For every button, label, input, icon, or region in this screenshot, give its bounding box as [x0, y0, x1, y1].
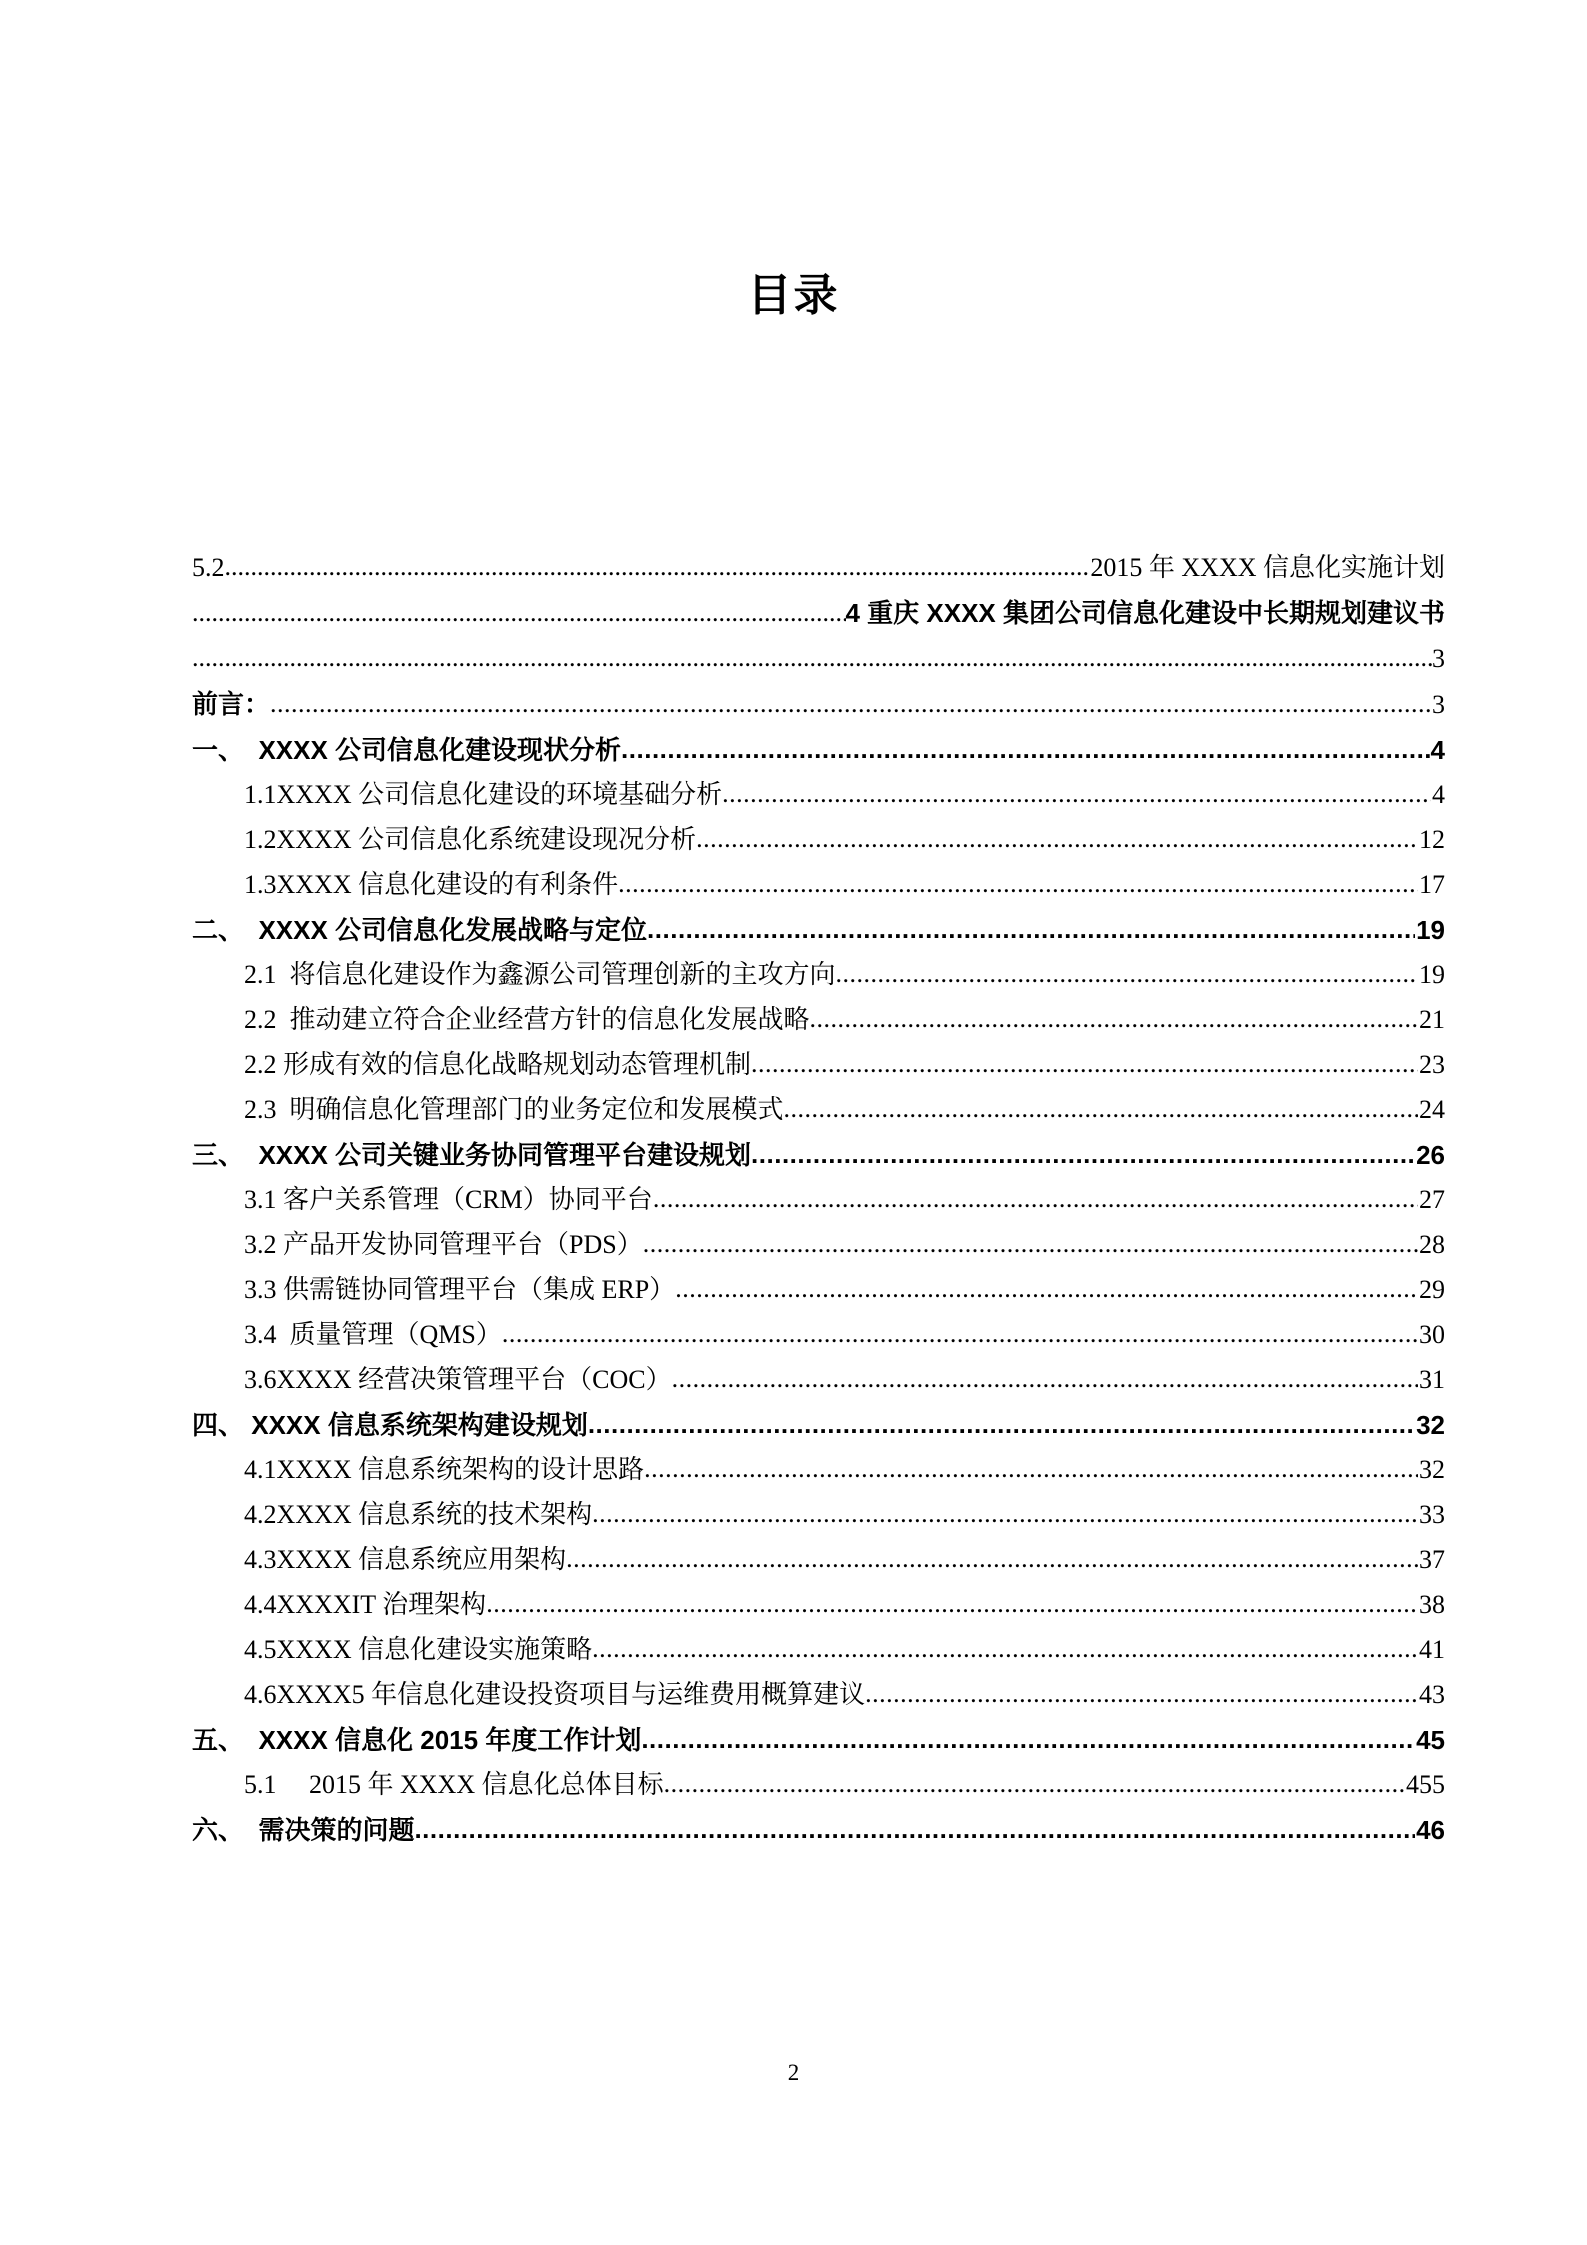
footer-page-number: 2	[787, 2060, 800, 2085]
toc-entry-page: 38	[1419, 1590, 1445, 1619]
leader-dots	[192, 645, 1432, 671]
toc-entry-page: 4	[1432, 780, 1445, 809]
toc-entry-label: 1.2XXXX 公司信息化系统建设现况分析	[244, 825, 697, 854]
toc-entry[interactable]	[192, 827, 1445, 853]
toc-entry[interactable]	[192, 782, 1445, 808]
leader-dots	[722, 781, 1431, 807]
toc-entry-label: 六、 需决策的问题	[192, 1815, 415, 1845]
toc-entry[interactable]	[192, 962, 1445, 988]
toc-entry-page: 3	[1432, 644, 1445, 673]
toc-entry-page: 19	[1416, 915, 1445, 945]
toc-entry-label: 二、 XXXX 公司信息化发展战略与定位	[192, 915, 648, 945]
toc-entry[interactable]	[192, 1097, 1445, 1123]
leader-dots	[592, 1501, 1418, 1527]
leader-dots	[502, 1321, 1418, 1347]
toc-entry-label: 4.1XXXX 信息系统架构的设计思路	[244, 1455, 645, 1484]
toc-entry-page: 3	[1432, 690, 1445, 719]
leader-dots	[618, 871, 1418, 897]
leader-dots	[751, 1141, 1415, 1167]
toc-entry-page: 45	[1416, 1725, 1445, 1755]
toc-entry-page: 21	[1419, 1005, 1445, 1034]
toc-entry-row	[244, 962, 1445, 988]
leader-dots	[644, 1456, 1418, 1482]
toc-entry[interactable]	[192, 1142, 1445, 1168]
toc-entry-page: 37	[1419, 1545, 1445, 1574]
toc-entry[interactable]	[192, 1322, 1445, 1348]
toc-entry-page: 23	[1419, 1050, 1445, 1079]
toc-entry-label: 4.4XXXXIT 治理架构	[244, 1590, 487, 1619]
toc-entry-label: 5.1 2015 年 XXXX 信息化总体目标	[244, 1770, 664, 1799]
toc-entry-page: 28	[1419, 1230, 1445, 1259]
toc-entry-label: 2.3 明确信息化管理部门的业务定位和发展模式	[244, 1095, 784, 1124]
toc-entry-line	[192, 646, 1445, 672]
toc-entry-row	[192, 737, 1445, 763]
toc-entry-row	[192, 1817, 1445, 1843]
toc-entry-label: 3.2 产品开发协同管理平台（PDS）	[244, 1230, 643, 1259]
leader-dots	[486, 1591, 1418, 1617]
toc-entry-row	[244, 1502, 1445, 1528]
toc-entry-page: 17	[1419, 870, 1445, 899]
toc-entry-row	[192, 1142, 1445, 1168]
toc-entry-label: 4.5XXXX 信息化建设实施策略	[244, 1635, 593, 1664]
toc-entry-row	[244, 1457, 1445, 1483]
toc-entry-page: 26	[1416, 1140, 1445, 1170]
leader-dots	[696, 826, 1418, 852]
toc-entry-text: 2015 年 XXXX 信息化实施计划	[1090, 553, 1445, 582]
toc-entry[interactable]	[192, 1187, 1445, 1213]
toc-entry[interactable]	[192, 1367, 1445, 1393]
toc-entry-label: 三、 XXXX 公司关键业务协同管理平台建设规划	[192, 1140, 752, 1170]
toc-entry[interactable]	[192, 1052, 1445, 1078]
toc-entry-label: 4.6XXXX5 年信息化建设投资项目与运维费用概算建议	[244, 1680, 866, 1709]
toc-entry[interactable]	[192, 1457, 1445, 1483]
toc-entry-label: 一、 XXXX 公司信息化建设现状分析	[192, 735, 622, 765]
toc-entry[interactable]	[192, 1007, 1445, 1033]
toc-entry[interactable]	[192, 1232, 1445, 1258]
leader-dots	[225, 554, 1091, 580]
toc-entry[interactable]	[192, 1412, 1445, 1438]
leader-dots	[672, 1366, 1418, 1392]
toc-entry-label: 1.1XXXX 公司信息化建设的环境基础分析	[244, 780, 723, 809]
toc-entry-row	[244, 1547, 1445, 1573]
toc-entry[interactable]	[192, 872, 1445, 898]
leader-dots	[675, 1276, 1418, 1302]
toc-entry-label: 3.1 客户关系管理（CRM）协同平台	[244, 1185, 653, 1214]
toc-entry-page: 30	[1419, 1320, 1445, 1349]
toc-entry-page: 33	[1419, 1500, 1445, 1529]
toc-entry-label: 4.2XXXX 信息系统的技术架构	[244, 1500, 593, 1529]
leader-dots	[664, 1771, 1405, 1797]
leader-dots	[784, 1096, 1418, 1122]
table-of-contents	[192, 555, 1445, 1862]
toc-entry-label: 4.3XXXX 信息系统应用架构	[244, 1545, 567, 1574]
toc-entry-label: 3.3 供需链协同管理平台（集成 ERP）	[244, 1275, 676, 1304]
toc-entry-line	[192, 555, 1445, 581]
leader-dots	[592, 1636, 1418, 1662]
toc-entry-label: 五、 XXXX 信息化 2015 年度工作计划	[192, 1725, 642, 1755]
toc-entry-page: 12	[1419, 825, 1445, 854]
toc-entry-row	[244, 1007, 1445, 1033]
leader-dots	[621, 736, 1429, 762]
toc-entry-label: 2.2 形成有效的信息化战略规划动态管理机制	[244, 1050, 752, 1079]
toc-entry[interactable]	[192, 691, 1445, 718]
toc-entry-label: 四、 XXXX 信息系统架构建设规划	[192, 1410, 588, 1440]
toc-entry-line	[192, 600, 1445, 627]
page-title: 目录	[747, 271, 840, 320]
toc-entry-label: 3.4 质量管理（QMS）	[244, 1320, 502, 1349]
toc-entry-row	[244, 1592, 1445, 1618]
toc-entry-row	[244, 1637, 1445, 1663]
toc-entry[interactable]	[192, 1547, 1445, 1573]
toc-entry-page: 29	[1419, 1275, 1445, 1304]
toc-entry-row	[244, 1277, 1445, 1303]
leader-dots	[810, 1006, 1418, 1032]
toc-entry-page: 31	[1419, 1365, 1445, 1394]
toc-entry-number: 5.2	[192, 553, 225, 582]
toc-entry-page: 46	[1416, 1815, 1445, 1845]
toc-entry-page: 32	[1416, 1410, 1445, 1440]
toc-entry-label: 2.2 推动建立符合企业经营方针的信息化发展战略	[244, 1005, 810, 1034]
leader-dots	[647, 916, 1415, 942]
leader-dots	[192, 600, 846, 626]
leader-dots	[566, 1546, 1418, 1572]
toc-entry-page: 43	[1419, 1680, 1445, 1709]
toc-entry-row	[192, 691, 1445, 718]
leader-dots	[751, 1051, 1418, 1077]
leader-dots	[836, 961, 1418, 987]
leader-dots	[865, 1681, 1418, 1707]
leader-dots	[414, 1816, 1415, 1842]
toc-entry-row	[192, 1412, 1445, 1438]
toc-entry[interactable]	[192, 1637, 1445, 1663]
toc-entry-page: 27	[1419, 1185, 1445, 1214]
toc-entry-row	[192, 917, 1445, 943]
toc-entry-label: 3.6XXXX 经营决策管理平台（COC）	[244, 1365, 672, 1394]
toc-entry-row	[192, 1727, 1445, 1753]
toc-entry[interactable]	[192, 1277, 1445, 1303]
toc-entry-row	[244, 1232, 1445, 1258]
toc-entry-page: 41	[1419, 1635, 1445, 1664]
toc-entry-page: 19	[1419, 960, 1445, 989]
toc-entry-row	[244, 872, 1445, 898]
toc-entry-text: 4 重庆 XXXX 集团公司信息化建设中长期规划建议书	[845, 598, 1445, 628]
toc-entry[interactable]	[192, 1727, 1445, 1753]
toc-entry[interactable]	[192, 1682, 1445, 1708]
toc-entry[interactable]	[192, 737, 1445, 763]
toc-entry-row	[244, 1367, 1445, 1393]
toc-entry[interactable]	[192, 1772, 1445, 1798]
toc-entry-row	[244, 1052, 1445, 1078]
toc-entry-wrapped[interactable]	[192, 555, 1445, 672]
leader-dots	[588, 1411, 1415, 1437]
leader-dots	[653, 1186, 1418, 1212]
toc-entry-row	[244, 1682, 1445, 1708]
toc-entry[interactable]	[192, 1592, 1445, 1618]
toc-entry-page: 4	[1430, 735, 1445, 765]
toc-entry-row	[244, 1097, 1445, 1123]
toc-entry-label: 前言：	[192, 689, 271, 719]
toc-entry-page: 32	[1419, 1455, 1445, 1484]
toc-entry[interactable]	[192, 917, 1445, 943]
toc-entry[interactable]	[192, 1817, 1445, 1843]
toc-entry-row	[244, 782, 1445, 808]
toc-entry-page: 455	[1406, 1770, 1445, 1799]
toc-entry-label: 1.3XXXX 信息化建设的有利条件	[244, 870, 619, 899]
leader-dots	[270, 691, 1431, 717]
toc-entry[interactable]	[192, 1502, 1445, 1528]
toc-entry-row	[244, 1187, 1445, 1213]
toc-entry-page: 24	[1419, 1095, 1445, 1124]
toc-entry-label: 2.1 将信息化建设作为鑫源公司管理创新的主攻方向	[244, 960, 836, 989]
toc-entry-row	[244, 1772, 1445, 1798]
toc-entry-row	[244, 827, 1445, 853]
leader-dots	[643, 1231, 1418, 1257]
leader-dots	[641, 1726, 1415, 1752]
toc-entry-row	[244, 1322, 1445, 1348]
